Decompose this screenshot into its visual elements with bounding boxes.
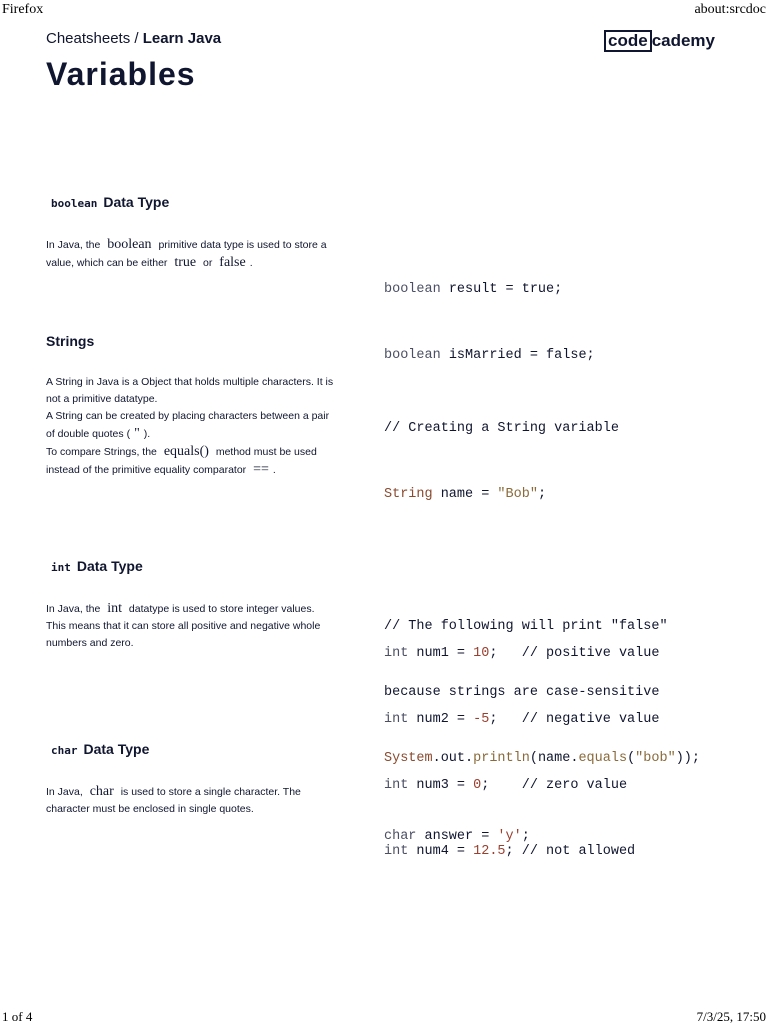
- code-text: answer =: [416, 829, 498, 844]
- code-line: [384, 484, 700, 506]
- code-class: String: [384, 487, 433, 502]
- code-method: equals: [578, 751, 628, 766]
- boolean-code-block: [384, 235, 595, 389]
- desc-text: method must be used instead of the primitive equality comparator: [46, 446, 317, 476]
- print-footer-right: 7/3/25, 17:50: [696, 1009, 766, 1024]
- code-text: ; // positive value: [489, 646, 660, 661]
- inline-code-boolean: boolean: [107, 237, 152, 252]
- code-string: "bob": [635, 751, 676, 766]
- code-text: ; // negative value: [489, 712, 660, 727]
- code-text: ; // not allowed: [505, 844, 636, 859]
- desc-text: In Java, the: [46, 603, 101, 615]
- section-title-text: Data Type: [103, 194, 170, 210]
- inline-code-true: true: [174, 255, 197, 270]
- code-line: // Creating a String variable: [384, 421, 619, 436]
- inline-code-char: char: [89, 784, 114, 799]
- code-line: because strings are case-sensitive: [384, 685, 660, 700]
- section-title-code: boolean: [51, 197, 98, 210]
- code-text: name =: [432, 487, 498, 502]
- code-type: char: [384, 829, 417, 844]
- code-class: System: [384, 751, 433, 766]
- code-text: .out.: [432, 751, 474, 766]
- desc-paragraph: [46, 408, 336, 443]
- code-type: boolean: [384, 348, 441, 363]
- char-description: [46, 783, 336, 818]
- breadcrumb-link-learn-java[interactable]: Learn Java: [142, 30, 222, 47]
- code-line: [384, 279, 595, 301]
- desc-text: datatype is used to store integer values. This means that it can store all positive and negative whole numbers and zero.: [46, 603, 321, 649]
- inline-code-quote: ": [134, 426, 140, 441]
- logo-boxed-text: code: [604, 30, 652, 52]
- code-text: num4 =: [408, 844, 474, 859]
- section-title-char: [46, 741, 149, 757]
- strings-description: [46, 374, 336, 479]
- print-header-right: about:srcdoc: [694, 2, 766, 17]
- code-number: 10: [473, 646, 490, 661]
- desc-text: A String can be created by placing characters between a pair of double quotes (: [46, 410, 330, 440]
- code-text: num3 =: [408, 778, 474, 793]
- desc-text: .: [272, 464, 276, 476]
- code-text: num1 =: [408, 646, 474, 661]
- desc-paragraph: A String in Java is a Object that holds multiple characters. It is not a primitive datatype.: [46, 376, 334, 405]
- code-type: int: [384, 844, 409, 859]
- section-title-text: Data Type: [76, 558, 143, 574]
- section-title-code: int: [51, 561, 71, 574]
- section-title-code: char: [51, 744, 78, 757]
- print-footer-left: 1 of 4: [2, 1009, 33, 1024]
- code-string: "Bob": [497, 487, 538, 502]
- code-text: isMarried = false;: [440, 348, 595, 363]
- code-string: 'y': [497, 829, 522, 844]
- code-text: ));: [675, 751, 700, 766]
- breadcrumb-link-cheatsheets[interactable]: Cheatsheets: [46, 30, 131, 47]
- print-header-left: Firefox: [2, 2, 44, 17]
- code-line-blank: [384, 550, 700, 572]
- code-line: [384, 345, 595, 367]
- desc-text: To compare Strings, the: [46, 446, 157, 458]
- boolean-description: [46, 236, 336, 272]
- code-text: num2 =: [408, 712, 474, 727]
- inline-code-equals: equals(): [163, 444, 209, 459]
- desc-text: In Java,: [46, 786, 83, 798]
- section-title-int: [46, 558, 143, 574]
- code-line: [384, 826, 530, 848]
- desc-text: or: [203, 257, 213, 269]
- desc-text: .: [249, 257, 253, 269]
- inline-code-int: int: [107, 601, 122, 616]
- code-line: // The following will print "false": [384, 619, 668, 634]
- code-type: int: [384, 778, 409, 793]
- code-line: [384, 643, 659, 665]
- code-text: ;: [521, 829, 530, 844]
- section-title-boolean: [46, 194, 169, 210]
- code-type: int: [384, 646, 409, 661]
- breadcrumb-separator: /: [134, 30, 139, 47]
- code-number: 12.5: [473, 844, 506, 859]
- section-title-text: Data Type: [83, 741, 150, 757]
- desc-paragraph: [46, 443, 336, 479]
- char-code-block: [384, 782, 530, 870]
- page-title: Variables: [46, 56, 196, 92]
- int-description: [46, 600, 336, 652]
- inline-code-eq: ==: [253, 462, 269, 477]
- code-type: int: [384, 712, 409, 727]
- desc-text: ).: [143, 428, 151, 440]
- code-text: ; // zero value: [481, 778, 628, 793]
- desc-text: primitive data type is used to store a value, which can be either: [46, 239, 327, 269]
- code-number: -5: [473, 712, 490, 727]
- code-method: println: [473, 751, 530, 766]
- code-type: boolean: [384, 282, 441, 297]
- logo-rest-text: cademy: [651, 31, 716, 50]
- code-text: (: [627, 751, 636, 766]
- inline-code-false: false: [219, 255, 246, 270]
- code-number: 0: [473, 778, 482, 793]
- code-line: [384, 709, 659, 731]
- code-text: ;: [537, 487, 547, 502]
- section-title-strings: Strings: [46, 333, 95, 349]
- code-text: (name.: [529, 751, 579, 766]
- desc-text: In Java, the: [46, 239, 101, 251]
- desc-text: is used to store a single character. The character must be enclosed in single quotes.: [46, 786, 301, 815]
- breadcrumb: [46, 30, 221, 47]
- code-text: result = true;: [440, 282, 563, 297]
- codecademy-logo[interactable]: [604, 30, 715, 52]
